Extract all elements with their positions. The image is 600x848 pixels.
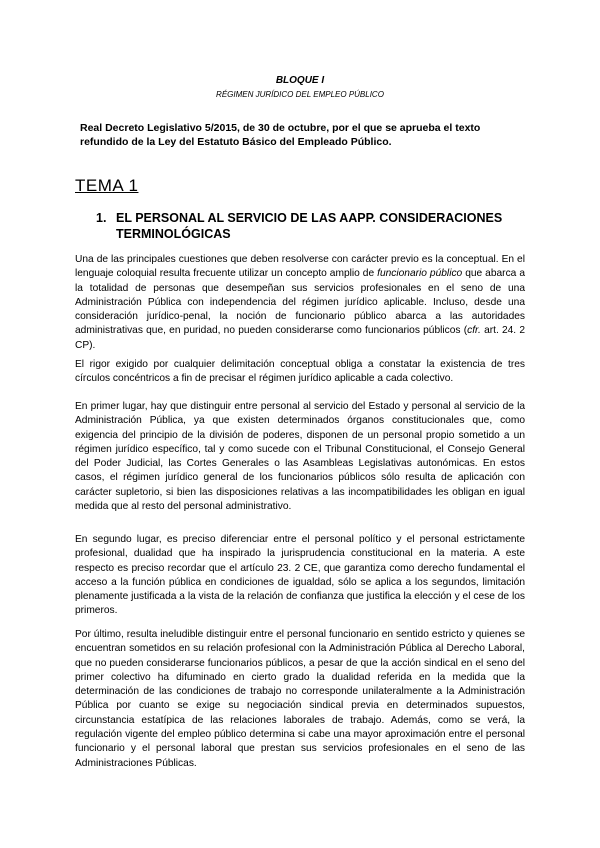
paragraph-4: En segundo lugar, es preciso diferenciar entre el personal político y el personal estrictamente profesional, dualidad que ha inspirado la jurisprudencia constitucional en la materia. A este respecto es preciso recordar que el artículo 23. 2 CE, que garantiza como derecho fundamental el acceso a la función pública en condiciones de igualdad, sólo se aplica a los segundos, limitación plenamente justificada a la vista de la relación de confianza que justifica la elección y el cese de los primeros. bbox=[75, 534, 525, 617]
paragraph-1-italic-cfr: cfr. bbox=[467, 325, 481, 337]
paragraph-1-italic-term: funcionario público bbox=[377, 268, 463, 280]
paragraph-1-text-b: que abarca a la totalidad de personas que desempeñan sus servicios profesionales en el seno de una Administración Pública con independencia del régimen jurídico aplicable. Incluso, desde una consideración jurídico-penal, la noción de funcionario público abarca a las autoridades administrativas que, en puridad, no pueden considerarse como funcionarios públicos ( bbox=[75, 268, 525, 337]
section-number: 1. bbox=[96, 211, 107, 225]
paragraph-1 bbox=[75, 253, 525, 353]
paragraph-1-text-a: Una de las principales cuestiones que deben resolverse con carácter previo es la conceptual. En el lenguaje coloquial resulta frecuente utilizar un concepto amplio de bbox=[75, 254, 525, 280]
section-title: EL PERSONAL AL SERVICIO DE LAS AAPP. CONSIDERACIONES TERMINOLÓGICAS bbox=[116, 211, 503, 241]
block-heading: BLOQUE I bbox=[275, 75, 325, 86]
tema-heading: TEMA 1 bbox=[75, 176, 139, 195]
paragraph-1-text-c: art. 24. 2 CP). bbox=[75, 325, 525, 351]
decree-title: Real Decreto Legislativo 5/2015, de 30 de octubre, por el que se aprueba el texto refundido de la Ley del Estatuto Básico del Empleado Público. bbox=[80, 122, 481, 148]
paragraph-2: El rigor exigido por cualquier delimitación conceptual obliga a constatar la existencia de tres círculos concéntricos a fin de precisar el régimen jurídico aplicable a cada colectivo. bbox=[75, 359, 525, 385]
paragraph-3: En primer lugar, hay que distinguir entre personal al servicio del Estado y personal al servicio de la Administración Pública, ya que existen determinados órganos constitucionales que, como exigencia del principio de la división de poderes, disponen de un personal propio sometido a un régimen jurídico específico, tal y como sucede con el Tribunal Constitucional, el Consejo General del Poder Judicial, las Cortes Generales o las Asambleas Legislativas autonómicas. En estos casos, el régimen jurídico general de los funcionarios públicos sólo resulta de aplicación con carácter supletorio, si bien las disposiciones relativas a las incompatibilidades les obligan en igual medida que al resto del personal administrativo. bbox=[75, 401, 525, 513]
paragraph-5: Por último, resulta ineludible distinguir entre el personal funcionario en sentido estricto y quienes se encuentran sometidos en su relación profesional con la Administración Pública al Derecho Laboral, que no pueden considerarse funcionarios públicos, a pesar de que la acción sindical en el seno del primer colectivo ha difuminado en cierto grado la dualidad referida en la medida que la determinación de las condiciones de trabajo no corresponde unilateralmente a la Administración Pública por cuanto se exige su negociación sindical previa en determinados supuestos, circunstancia estatípica de las relaciones laborales de trabajo. Además, como se verá, la regulación vigente del empleo público determina si cabe una mayor aproximación entre el personal funcionario y el personal laboral que prestan sus servicios profesionales en el seno de las Administraciones Públicas. bbox=[75, 629, 525, 769]
block-subheading: RÉGIMEN JURÍDICO DEL EMPLEO PÚBLICO bbox=[216, 90, 384, 99]
